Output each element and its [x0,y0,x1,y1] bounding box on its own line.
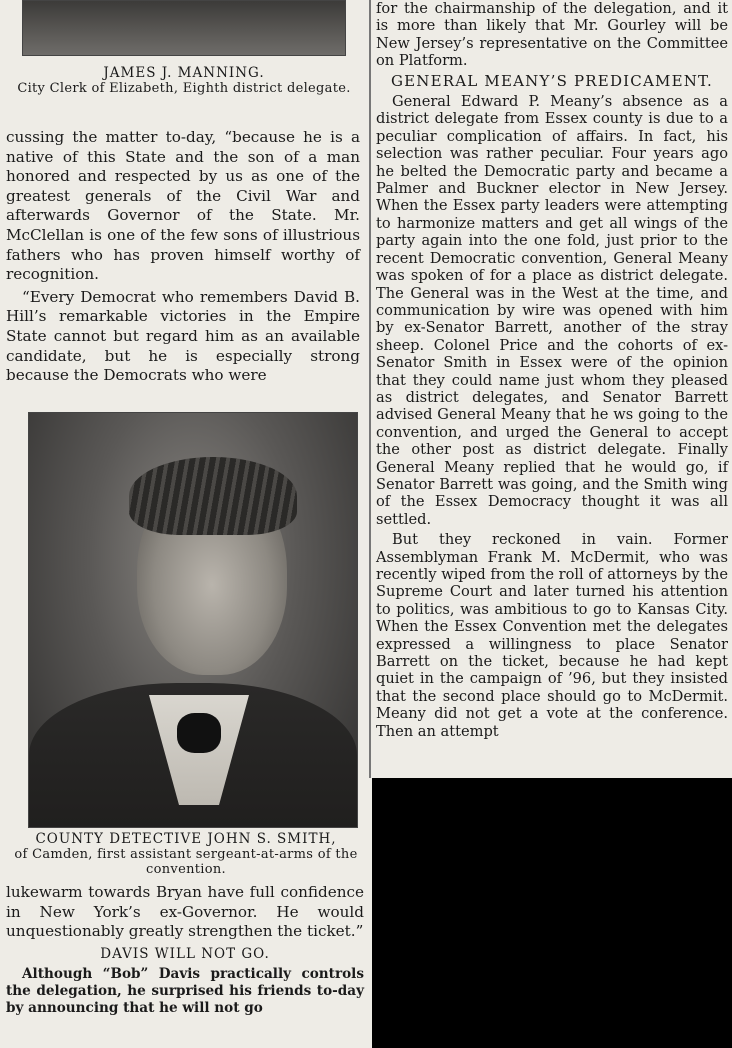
left-paragraph-3: lukewarm towards Bryan have full confidence in New York’s ex-Governor. He would unquestionably greatly strengthen the ticket.” [6,883,364,941]
portrait-tie [177,713,221,753]
left-article-top [6,128,360,389]
left-paragraph-2: “Every Democrat who remembers David B. Hill’s remarkable victories in the Empire State cannot but regard him as an available candidate, but he is especially strong because the Democrats who were [6,287,360,385]
left-paragraph-4: Although “Bob” Davis practically controls the delegation, he surprised his friends to-day by announcing that he will not go [6,966,364,1017]
right-paragraph-0: for the chairmanship of the delegation, and it is more than likely that Mr. Gourley will be New Jersey’s representative on the Committee on Platform. [376,0,728,70]
left-paragraph-1: cussing the matter to-day, “because he is a native of this State and the son of a man honored and respected by us as one of the greatest generals of the Civil War and afterwards Governor of the State. Mr. McClellan is one of the few sons of illustrious fathers who has proven himself worthy of recognition. [6,128,360,284]
photo-manning [22,0,346,56]
caption-manning-name: JAMES J. MANNING. [103,65,265,81]
caption-smith-name: COUNTY DETECTIVE JOHN S. SMITH, [35,831,337,847]
caption-manning [4,66,364,96]
caption-smith [6,832,366,877]
right-article [376,0,728,743]
headline-davis: DAVIS WILL NOT GO. [100,945,270,962]
right-paragraph-1: General Edward P. Meany’s absence as a district delegate from Essex county is due to a peculiar complication of affairs. In fact, his selection was rather peculiar. Four years ago he belted the Democratic party and became a Palmer and Buckner elector in New Jersey. When the Essex party leaders were attempting to harmonize matters and get all wings of the party again into the one fold, just prior to the recent Democratic convention, General Meany was spoken of for a place as district delegate. The General was in the West at the time, and communication by wire was opened with him by ex-Senator Barrett, another of the stray sheep. Colonel Price and the cohorts of ex-Senator Smith in Essex were of the opinion that they could name just whom they pleased as district delegates, and Senator Barrett advised General Meany that he ws going to the convention, and urged the General to accept the other post as district delegate. Finally General Meany replied that he would go, if Senator Barrett was going, and the Smith wing of the Essex Democracy thought it was all settled. [376,93,728,528]
column-divider [369,0,371,778]
portrait-hair [129,457,297,535]
photo-smith [28,412,358,828]
headline-meany: GENERAL MEANY’S PREDICAMENT. [390,71,714,90]
left-article-bottom [6,883,364,1020]
right-paragraph-2: But they reckoned in vain. Former Assemblyman Frank M. McDermit, who was recently wiped from the roll of attorneys by the Supreme Court and later turned his attention to politics, was ambitious to go to Kansas City. When the Essex Convention met the delegates expressed a willingness to place Senator Barrett on the ticket, because he had kept quiet in the campaign of ’96, but they insisted that the second place should go to McDermit. Meany did not get a vote at the conference. Then an attempt [376,531,728,740]
caption-manning-desc: City Clerk of Elizabeth, Eighth district delegate. [17,81,351,96]
caption-smith-desc: of Camden, first assistant sergeant-at-arms of the convention. [14,847,358,877]
